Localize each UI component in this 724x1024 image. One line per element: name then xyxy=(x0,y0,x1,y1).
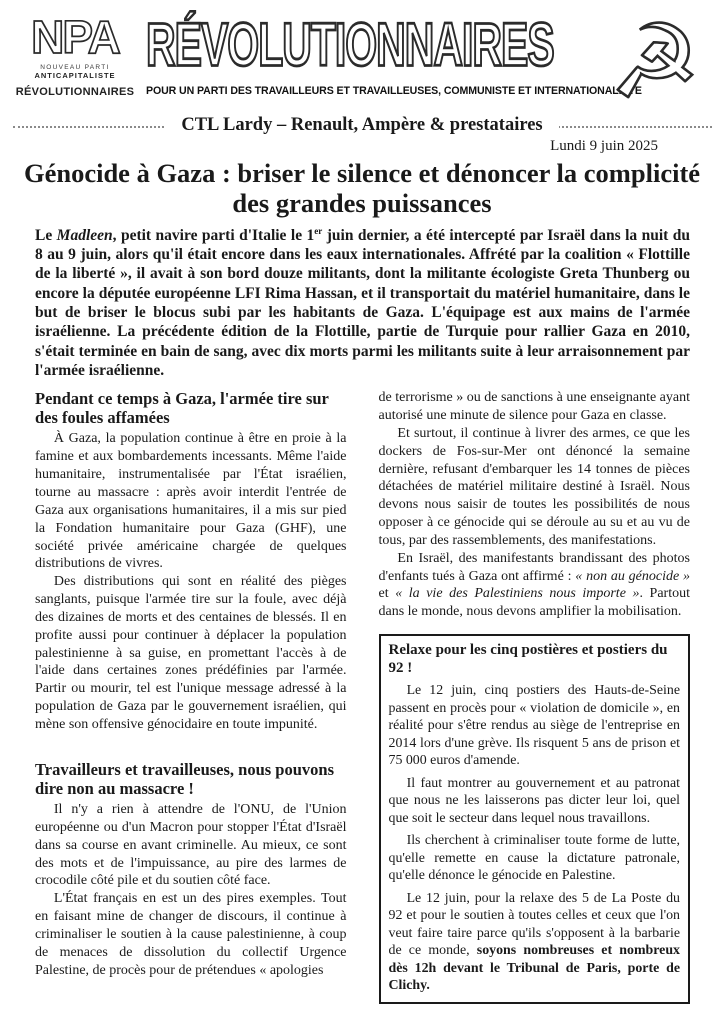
right-p3-part2: et xyxy=(378,586,396,602)
edition-title xyxy=(0,114,724,136)
right-column xyxy=(379,389,691,1004)
notice-box-paragraph-3: Ils cherchent à criminaliser toute forme de lutte, qu'elle remette en cause la dictature patronale, qu'elle dénonce le génocide en Palestine. xyxy=(388,833,680,884)
masthead-tagline: POUR UN PARTI DES TRAVAILLEURS ET TRAVAILLEUSES, COMMUNISTE ET INTERNATIONALISTE xyxy=(146,85,642,97)
section-heading-gaza: Pendant ce temps à Gaza, l'armée tire sur des foules affamées xyxy=(35,389,329,428)
edition-row xyxy=(0,115,724,136)
notice-box-p4-part1: Le 12 juin, pour la relaxe des 5 de La Poste du 92 et pour le soutien à toutes celles et ceux que l'on veut faire taire parce qu'ils s'opposent à la barbarie de ce monde, xyxy=(388,890,680,959)
lede-part3: juin dernier, a été intercepté par Israël dans la nuit du 8 au 9 juin, alors qu'il était encore dans les eaux internationales. Affrété par la coalition « Flottille de la liberté », il avait à son bord douze militants, dont la militante écologiste Greta Thunberg ou encore la députée européenne LFI Rima Hassan, et il transportait du matériel humanitaire, dans le but de briser le blocus subi par les habitants de Gaza. L'équipage est aux mains de l'armée israélienne. La précédente édition de la Flottille, partie de Turquie pour rallier Gaza en 2010, s'était terminée en bain de sang, avec dix morts parmi les militants suite à leur arraisonnement par l'armée israélienne. xyxy=(35,226,691,379)
masthead-title: RÉVOLUTIONNAIRES xyxy=(146,10,554,79)
right-paragraph-2: Et surtout, il continue à livrer des armes, ce que les dockers de Fos-sur-Mer ont dénoncé la semaine dernière, refusant d'embarquer les 14 tonnes de pièces détachées de matériel militaire destiné à Israël. Nous devons nous saisir de toutes les possibilités de nous opposer à ce génocide qui se déroule au su et au vu de tous, par des rassemblements, des manifestations. xyxy=(378,425,690,548)
notice-box-paragraph-4 xyxy=(389,890,681,995)
npa-logo-line3: RÉVOLUTIONNAIRES xyxy=(15,85,135,98)
lede-part2: , petit navire parti d'Italie le 1 xyxy=(112,226,315,244)
ordinal-superscript: er xyxy=(314,225,323,236)
npa-logo-acronym: NPA xyxy=(31,11,119,63)
quote-vie-des-palestiniens: « la vie des Palestiniens nous importe » xyxy=(395,586,640,602)
two-column-body xyxy=(35,389,690,1004)
dateline: Lundi 9 juin 2025 xyxy=(550,138,658,155)
right-p3-part3: . Partout dans le monde, nous devons amplifier la mobilisation. xyxy=(378,586,690,620)
notice-box-paragraph-2: Il faut montrer au gouvernement et au patronat que nous ne les laisserons pas dicter leur loi, quel que soit le secteur dans lequel nous travaillons. xyxy=(388,775,680,826)
edition-title-text: CTL Lardy – Renault, Ampère & prestataires xyxy=(165,114,558,136)
notice-box-paragraph-1: Le 12 juin, cinq postiers des Hauts-de-Seine passent en procès pour « violation de domicile », en réalité pour s'être rendus au siège de l'entreprise en 2014 lors d'une grève. Ils risquent 5 ans de prison et 75 000 euros d'amende. xyxy=(388,683,680,769)
npa-logo-line2: ANTICAPITALISTE xyxy=(34,70,116,80)
ship-name: Madleen xyxy=(56,226,113,244)
section-heading-workers: Travailleurs et travailleuses, nous pouvons dire non au massacre ! xyxy=(35,759,335,798)
masthead xyxy=(0,0,724,122)
left-column xyxy=(35,389,347,1004)
npa-logo xyxy=(12,10,138,98)
left-paragraph-4: L'État français en est un des pires exemples. Tout en faisant mine de changer de discours, il continue à criminaliser le soutien à la cause palestinienne, à coup de menaces de dissolution du collectif Urgence Palestine, de procès pour de prétendues « apologies xyxy=(35,891,347,978)
postal-workers-notice-box xyxy=(379,634,691,1004)
notice-box-p4-bold: soyons nombreuses et nombreux dès 12h devant le Tribunal de Paris, porte de Clichy. xyxy=(388,943,680,994)
left-paragraph-1: À Gaza, la population continue à être en proie à la famine et aux bombardements incessants. Même l'aide humanitaire, instrumentalisée par l'État israélien, tourne au massacre : après avoir interdit l'entrée de Gaza aux organisations humanitaires, il a mis sur pied la Fondation humanitaire pour Gaza (GHF), une société privée américaine chargée de quelques distributions de vivres. xyxy=(35,431,347,572)
left-paragraph-3: Il n'y a rien à attendre de l'ONU, de l'Union européenne ou d'un Macron pour stopper l'État d'Israël dans sa course en avant criminelle. Au mieux, ce sont des mots et de l'impuissance, au pire des larmes de crocodile côté pile et du soutien côté face. xyxy=(35,802,347,889)
right-paragraph-1: de terrorisme » ou de sanctions à une enseignante ayant autorisé une minute de silence pour Gaza en classe. xyxy=(378,390,690,424)
masthead-center xyxy=(138,10,642,97)
lede-paragraph xyxy=(35,226,690,380)
masthead-title-wrap xyxy=(138,10,592,79)
lede-part1: Le xyxy=(35,226,57,244)
left-paragraph-2: Des distributions qui sont en réalité des pièges sanglants, puisque l'armée tire sur la foule, avec déjà des dizaines de morts et des centaines de blessés. Il en profite aussi pour continuer à déplacer la population palestinienne à sa guise, en promettant l'accès à de l'aide dans certaines zones prédéfinies par l'armée. Partir ou mourir, tel est l'unique message adressé à la population de Gaza par le gouvernement israélien, qui mène son offensive génocidaire en toute impunité. xyxy=(35,574,347,732)
quote-non-au-genocide: « non au génocide » xyxy=(575,568,691,584)
right-p3-part1: En Israël, des manifestants brandissant des photos d'enfants tués à Gaza ont affirmé : xyxy=(378,550,690,584)
npa-logo-line1: NOUVEAU PARTI xyxy=(40,63,110,71)
headline: Génocide à Gaza : briser le silence et dénoncer la complicité des grandes puissances xyxy=(23,157,701,218)
hammer-and-sickle-icon: ☭ xyxy=(609,3,701,122)
right-paragraph-3 xyxy=(379,550,691,621)
notice-box-heading: Relaxe pour les cinq postières et postiers du 92 ! xyxy=(388,642,668,677)
